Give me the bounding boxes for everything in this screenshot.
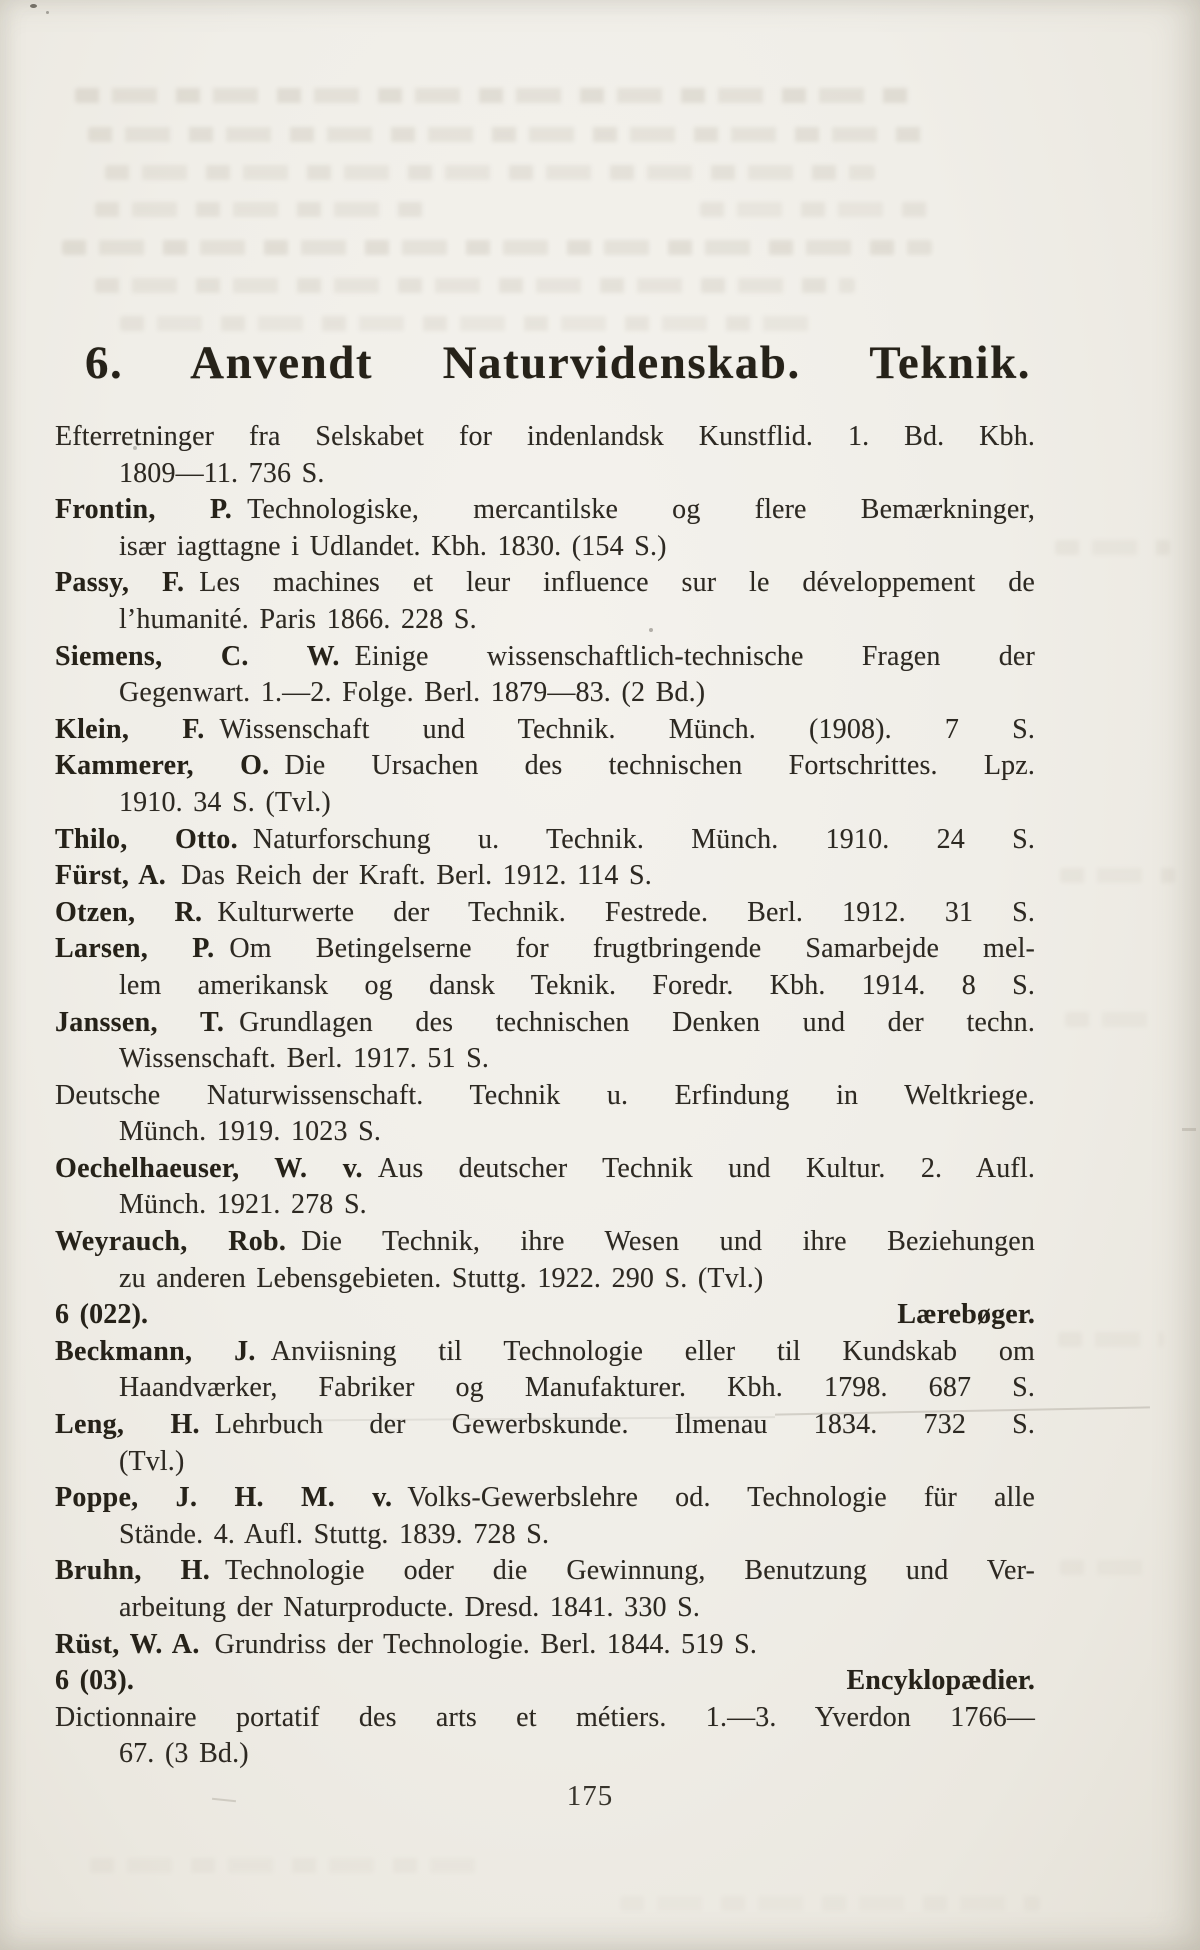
entry-text: Deutsche Naturwissenschaft. Technik u. Erfindung in Weltkriege. (55, 1079, 1035, 1111)
entry-text: (Tvl.) (119, 1445, 185, 1477)
entry-text: Om Betingelserne for frugtbringende Samarbejde mel- (229, 933, 1035, 965)
entry-line (55, 785, 1035, 822)
classification-label: Lærebøger. (897, 1299, 1035, 1331)
bleedthrough-ghost-text (1058, 1332, 1163, 1347)
section-heading: 6. Anvendt Naturvidenskab. Teknik. (85, 337, 1031, 389)
entry-text: 1910. 34 S. (Tvl.) (119, 786, 331, 818)
author-name: Frontin, P. (55, 494, 233, 526)
entry-line (55, 565, 1035, 602)
entry-line (55, 1480, 1035, 1517)
entry-text: arbeitung der Naturproducte. Dresd. 1841. 330 S. (119, 1592, 701, 1623)
author-name: Larsen, P. (55, 933, 215, 965)
bleedthrough-ghost-text (75, 88, 920, 103)
author-name: Oechelhaeuser, W. v. (55, 1152, 363, 1184)
entry-text: Einige wissenschaftlich-technische Fragen der (354, 640, 1035, 672)
bibliography-list (55, 419, 1035, 1773)
entry-line (55, 675, 1035, 712)
author-name: Klein, F. (55, 713, 205, 745)
bleedthrough-ghost-text (1060, 1560, 1160, 1575)
entry-line (55, 1005, 1035, 1042)
entry-line (55, 895, 1035, 932)
entry-text: Münch. 1919. 1023 S. (119, 1116, 381, 1148)
entry-line (55, 1590, 1035, 1627)
entry-text: Anviisning til Technologie eller til Kundskab om (270, 1335, 1035, 1367)
entry-text: Technologie oder die Gewinnung, Benutzung und Ver- (225, 1555, 1035, 1587)
entry-line (55, 456, 1035, 493)
bleedthrough-ghost-text (62, 240, 932, 255)
entry-line (55, 931, 1035, 968)
entry-text: Haandværker, Fabriker og Manufakturer. Kbh. 1798. 687 S. (119, 1372, 1035, 1404)
author-name: Janssen, T. (55, 1006, 225, 1038)
ink-speck (133, 446, 137, 450)
entry-text: 1809—11. 736 S. (119, 457, 325, 489)
author-name: Weyrauch, Rob. (55, 1226, 287, 1258)
entry-line (55, 1261, 1035, 1298)
entry-text: 67. (3 Bd.) (119, 1738, 249, 1770)
classification-label: Encyklopædier. (846, 1665, 1035, 1697)
entry-line (55, 639, 1035, 676)
entry-text: Das Reich der Kraft. Berl. 1912. 114 S. (181, 860, 652, 892)
entry-line (55, 1334, 1035, 1371)
bleedthrough-ghost-text (700, 202, 930, 217)
bleedthrough-ghost-text (95, 202, 425, 217)
entry-text: Wissenschaft. Berl. 1917. 51 S. (119, 1043, 490, 1075)
entry-line (55, 822, 1035, 859)
entry-line (55, 1517, 1035, 1554)
author-name: Leng, H. (55, 1409, 200, 1441)
author-name: Otzen, R. (55, 896, 203, 928)
entry-line (55, 712, 1035, 749)
bleedthrough-ghost-text (1065, 1012, 1160, 1027)
author-name: Fürst, A. (55, 860, 167, 892)
classification-row (55, 1297, 1035, 1334)
bleedthrough-ghost-text (1060, 868, 1175, 883)
bleedthrough-ghost-text (1055, 540, 1170, 555)
entry-line (55, 529, 1035, 566)
entry-text: Gegenwart. 1.—2. Folge. Berl. 1879—83. (2 Bd.) (119, 677, 706, 709)
entry-line (55, 1114, 1035, 1151)
entry-line (55, 419, 1035, 456)
entry-text: Lehrbuch der Gewerbskunde. Ilmenau 1834. 732 S. (214, 1409, 1035, 1441)
author-name: Siemens, C. W. (55, 640, 340, 672)
entry-line (55, 602, 1035, 639)
classification-code: 6 (022). (55, 1299, 149, 1331)
entry-line (55, 1627, 1035, 1664)
ink-speck (649, 628, 653, 632)
entry-text: Aus deutscher Technik und Kultur. 2. Aufl. (377, 1152, 1035, 1184)
entry-line (55, 858, 1035, 895)
entry-text: l’humanité. Paris 1866. 228 S. (119, 603, 477, 635)
entry-text: Münch. 1921. 278 S. (119, 1189, 367, 1221)
entry-text: Les machines et leur influence sur le développement de (199, 567, 1035, 599)
entry-line (55, 1151, 1035, 1188)
entry-line (55, 1224, 1035, 1261)
author-name: Passy, F. (55, 567, 185, 599)
author-name: Thilo, Otto. (55, 823, 238, 855)
bleedthrough-ghost-text (620, 1896, 1040, 1911)
entry-text: Kulturwerte der Technik. Festrede. Berl. 1912. 31 S. (217, 896, 1035, 928)
pencil-mark (1182, 1128, 1196, 1131)
entry-line (55, 492, 1035, 529)
entry-line (55, 748, 1035, 785)
entry-text: Grundlagen des technischen Denken und der techn. (239, 1006, 1035, 1038)
author-name: Rüst, W. A. (55, 1628, 200, 1660)
entry-text: Dictionnaire portatif des arts et métiers. 1.—3. Yverdon 1766— (55, 1701, 1035, 1733)
author-name: Kammerer, O. (55, 750, 270, 782)
entry-line (55, 1736, 1035, 1773)
entry-line (55, 1370, 1035, 1407)
entry-text: især iagttagne i Udlandet. Kbh. 1830. (154 S.) (119, 530, 667, 562)
bleedthrough-ghost-text (88, 127, 928, 142)
entry-text: Technologiske, mercantilske og flere Bemærkninger, (247, 494, 1036, 526)
ink-speck (46, 11, 49, 14)
entry-text: lem amerikansk og dansk Teknik. Foredr. Kbh. 1914. 8 S. (119, 969, 1035, 1001)
entry-text: Stände. 4. Aufl. Stuttg. 1839. 728 S. (119, 1518, 550, 1550)
entry-text: Die Ursachen des technischen Fortschrittes. Lpz. (284, 750, 1035, 782)
entry-line (55, 1078, 1035, 1115)
entry-text: zu anderen Lebensgebieten. Stuttg. 1922. 290 S. (Tvl.) (119, 1262, 764, 1294)
entry-text: Naturforschung u. Technik. Münch. 1910. 24 S. (252, 823, 1036, 855)
entry-text: Grundriss der Technologie. Berl. 1844. 519 S. (214, 1628, 758, 1660)
entry-text: Volks-Gewerbslehre od. Technologie für alle (407, 1482, 1035, 1514)
bleedthrough-ghost-text (105, 165, 875, 180)
entry-text: Efterretninger fra Selskabet for indenlandsk Kunstflid. 1. Bd. Kbh. (55, 421, 1035, 452)
bleedthrough-ghost-text (90, 1858, 490, 1873)
author-name: Bruhn, H. (55, 1555, 211, 1587)
classification-code: 6 (03). (55, 1665, 135, 1697)
page-number: 175 (566, 1780, 614, 1812)
ink-speck (30, 4, 37, 8)
entry-text: Die Technik, ihre Wesen und ihre Beziehungen (301, 1226, 1035, 1258)
bleedthrough-ghost-text (120, 316, 820, 331)
author-name: Beckmann, J. (55, 1335, 256, 1367)
bleedthrough-ghost-text (95, 278, 855, 293)
entry-line (55, 968, 1035, 1005)
classification-row (55, 1663, 1035, 1700)
entry-text: Wissenschaft und Technik. Münch. (1908). 7 S. (219, 713, 1035, 745)
author-name: Poppe, J. H. M. v. (55, 1482, 393, 1514)
entry-line (55, 1700, 1035, 1737)
entry-line (55, 1041, 1035, 1078)
entry-line (55, 1553, 1035, 1590)
entry-line (55, 1187, 1035, 1224)
entry-line (55, 1444, 1035, 1481)
